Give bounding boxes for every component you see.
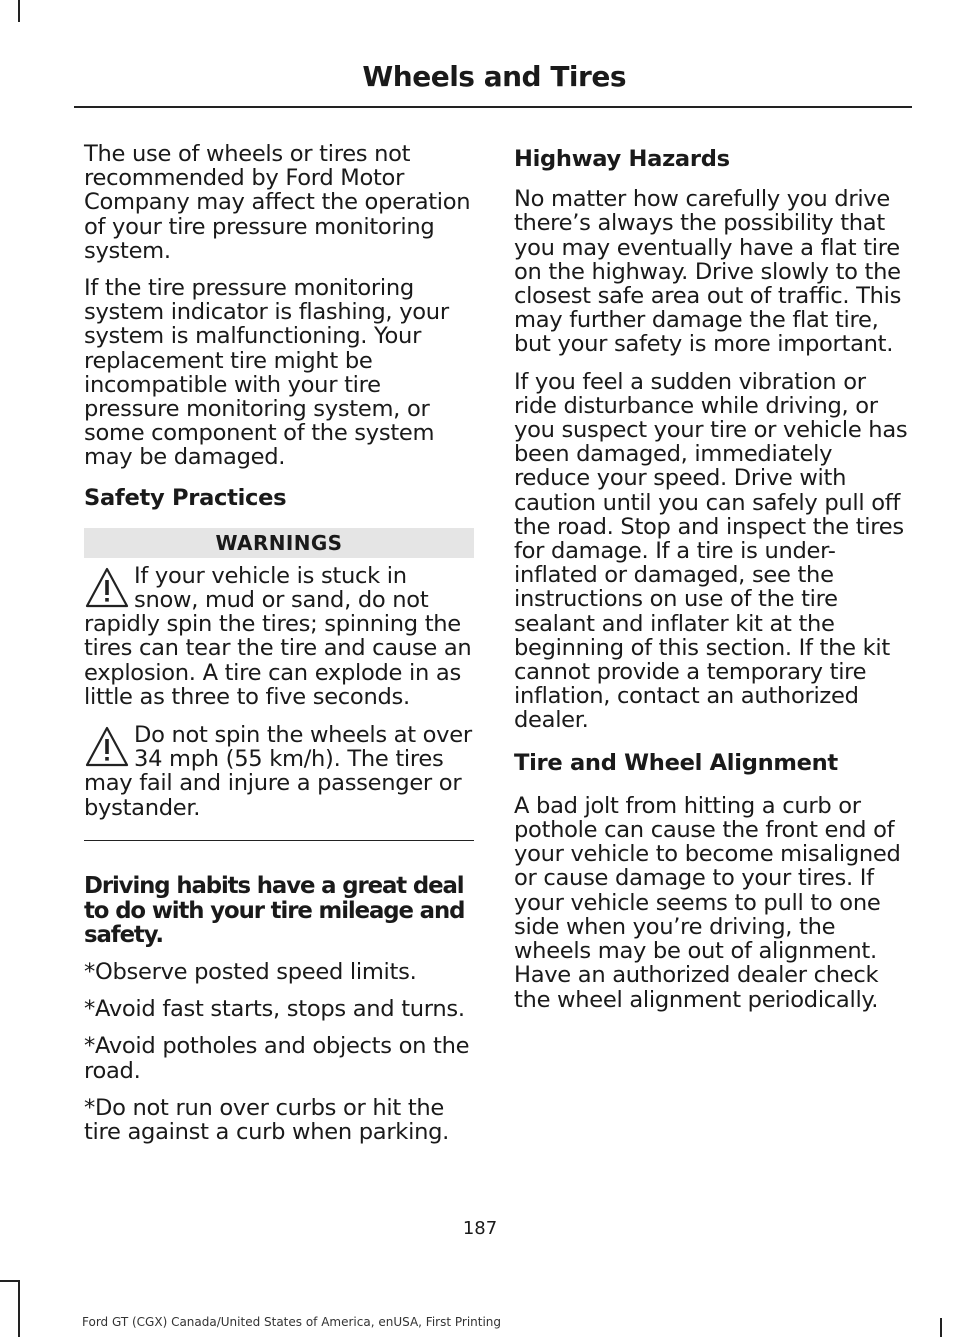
heading-safety-practices: Safety Practices (84, 484, 287, 511)
paragraph-tpms-flashing: If the tire pressure monitoring system indicator is flashing, your system is malfunctioning. Your replacement tire might be incompatible with your tire pressure monitoring system, or some component of the system may be damaged. (84, 275, 449, 471)
paragraph-alignment: A bad jolt from hitting a curb or pothole can cause the front end of your vehicle to become misaligned or cause damage to your tires. If your vehicle seems to pull to one side when you’re driving, the wheels may be out of alignment. Have an authorized dealer check the wheel alignment periodically. (514, 792, 901, 1013)
heading-alignment: Tire and Wheel Alignment (514, 749, 838, 776)
tip-curbs: *Do not run over curbs or hit the tire against a curb when parking. (84, 1094, 450, 1145)
warning-text-spin: Do not spin the wheels at over 34 mph (55 km/h). The tires may fail and injure a passenger or bystander. (84, 722, 472, 821)
header-rule (74, 106, 912, 108)
page-number: 187 (462, 1218, 498, 1239)
crop-mark-bottom-right (940, 1318, 942, 1337)
paragraph-vibration: If you feel a sudden vibration or ride disturbance while driving, or you suspect your tire or vehicle has been damaged, immediately reduce your speed. Drive with caution until you can safely pull off the road. Stop and inspect the tires for damage. If a tire is under-inflated or damaged, see the instructions on use of the tire sealant and inflater kit at the beginning of this section. If the kit cannot provide a temporary tire inflation, contact an authorized dealer. (514, 368, 908, 734)
warning-triangle-icon (84, 725, 130, 769)
warning-triangle-icon (84, 566, 130, 610)
tip-fast-starts: *Avoid fast starts, stops and turns. (84, 996, 465, 1023)
left-column (84, 142, 474, 1157)
paragraph-flat-tire: No matter how carefully you drive there’s always the possibility that you may eventually have a flat tire on the highway. Drive slowly to the closest safe area out of traffic. This may further damage the flat tire, but your safety is more important. (514, 186, 902, 358)
warnings-banner: WARNINGS (84, 528, 474, 558)
section-divider (84, 840, 474, 842)
warning-text-stuck: If your vehicle is stuck in snow, mud or sand, do not rapidly spin the tires; spinning the tires can tear the tire and cause an explosion. A tire can explode in as little as three to five seconds. (84, 562, 472, 710)
crop-mark-bottom-left-h (0, 1280, 19, 1282)
heading-driving-habits: Driving habits have a great deal to do with your tire mileage and safety. (84, 873, 465, 948)
tip-speed-limits: *Observe posted speed limits. (84, 958, 417, 985)
crop-mark-top-left (18, 0, 20, 22)
crop-mark-bottom-left (18, 1280, 20, 1337)
right-column (514, 142, 910, 1025)
paragraph-tpms-wheels: The use of wheels or tires not recommended by Ford Motor Company may affect the operation of your tire pressure monitoring system. (84, 141, 471, 264)
tip-potholes: *Avoid potholes and objects on the road. (84, 1033, 470, 1084)
page-title: Wheels and Tires (362, 60, 626, 93)
footer-edition-info: Ford GT (CGX) Canada/United States of America, enUSA, First Printing (82, 1315, 502, 1329)
heading-highway-hazards: Highway Hazards (514, 146, 730, 172)
warning-item (84, 723, 474, 820)
warning-item (84, 564, 474, 709)
